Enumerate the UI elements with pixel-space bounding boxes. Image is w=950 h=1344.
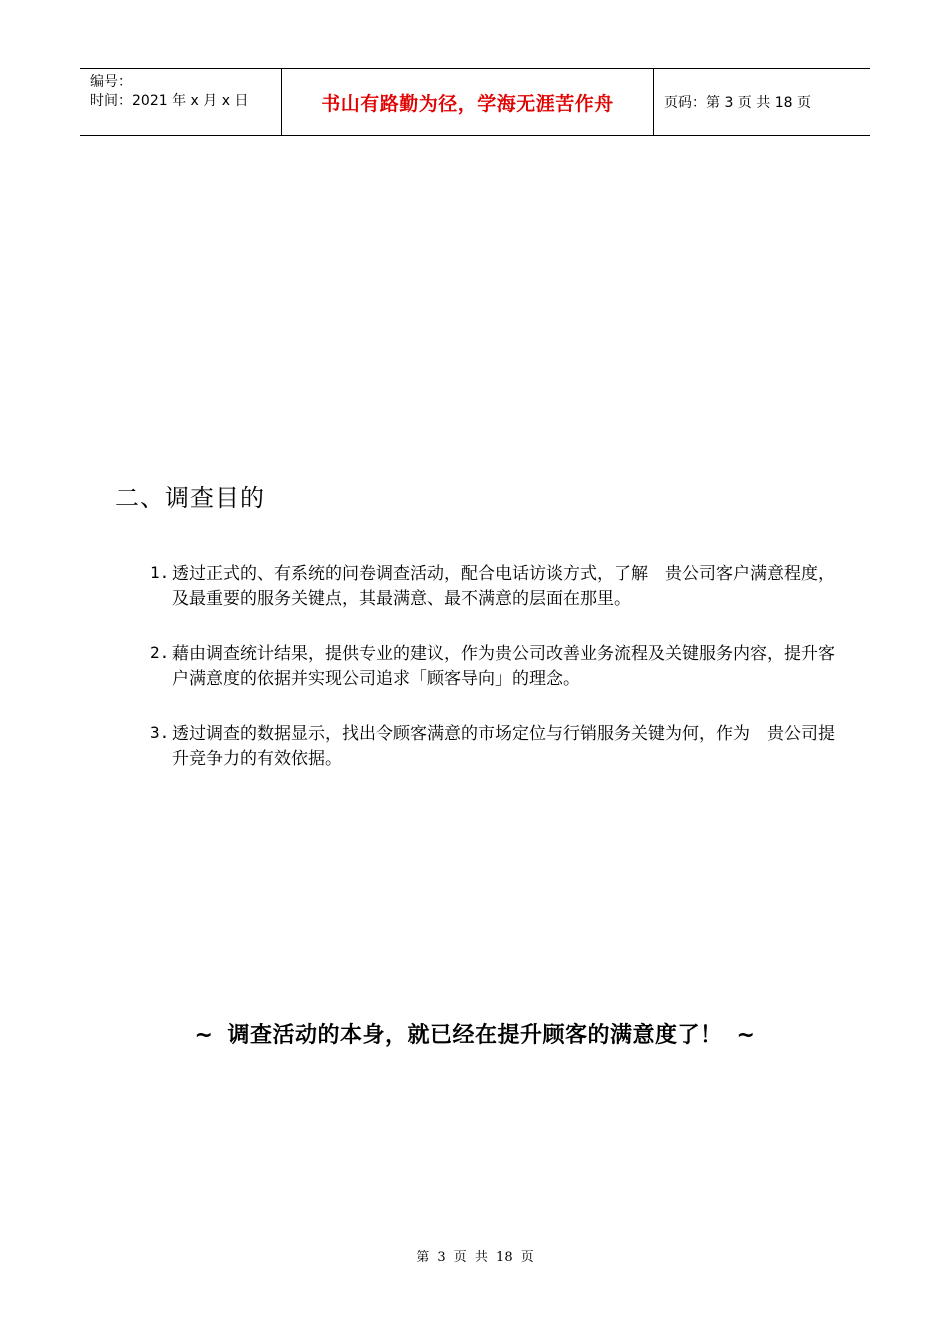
item-number: 1. xyxy=(150,563,170,582)
header-meta xyxy=(80,69,281,135)
item-number: 3. xyxy=(150,723,170,742)
item-text: 透过调查的数据显示，找出令顾客满意的市场定位与行销服务关键为何，作为 贵公司提升竞争力的有效依据。 xyxy=(172,724,835,769)
time-label: 时间：2021 年 x 月 x 日 xyxy=(90,93,249,109)
list-item xyxy=(150,562,850,612)
item-text: 透过正式的、有系统的问卷调查活动，配合电话访谈方式，了解 贵公司客户满意程度，及最重要的服务关键点，其最满意、最不满意的层面在那里。 xyxy=(172,564,835,609)
page-header xyxy=(80,68,870,136)
list-item xyxy=(150,722,850,772)
slogan-text: 调查活动的本身，就已经在提升顾客的满意度了！ xyxy=(227,1023,723,1048)
section-title: 二、调查目的 xyxy=(115,484,265,512)
number-label: 编号： xyxy=(90,74,132,90)
slogan-tilde-left: ~ xyxy=(194,1023,214,1048)
header-page-info: 页码：第 3 页 共 18 页 xyxy=(664,95,811,111)
purpose-list xyxy=(150,562,850,802)
list-item xyxy=(150,642,850,692)
slogan xyxy=(0,1018,950,1049)
page-footer: 第 3 页 共 18 页 xyxy=(416,1250,534,1265)
header-motto: 书山有路勤为径，学海无涯苦作舟 xyxy=(281,69,654,135)
slogan-tilde-right: ~ xyxy=(736,1023,756,1048)
item-number: 2. xyxy=(150,643,170,662)
item-text: 藉由调查统计结果，提供专业的建议，作为贵公司改善业务流程及关键服务内容，提升客户满意度的依据并实现公司追求「顾客导向」的理念。 xyxy=(172,644,835,689)
